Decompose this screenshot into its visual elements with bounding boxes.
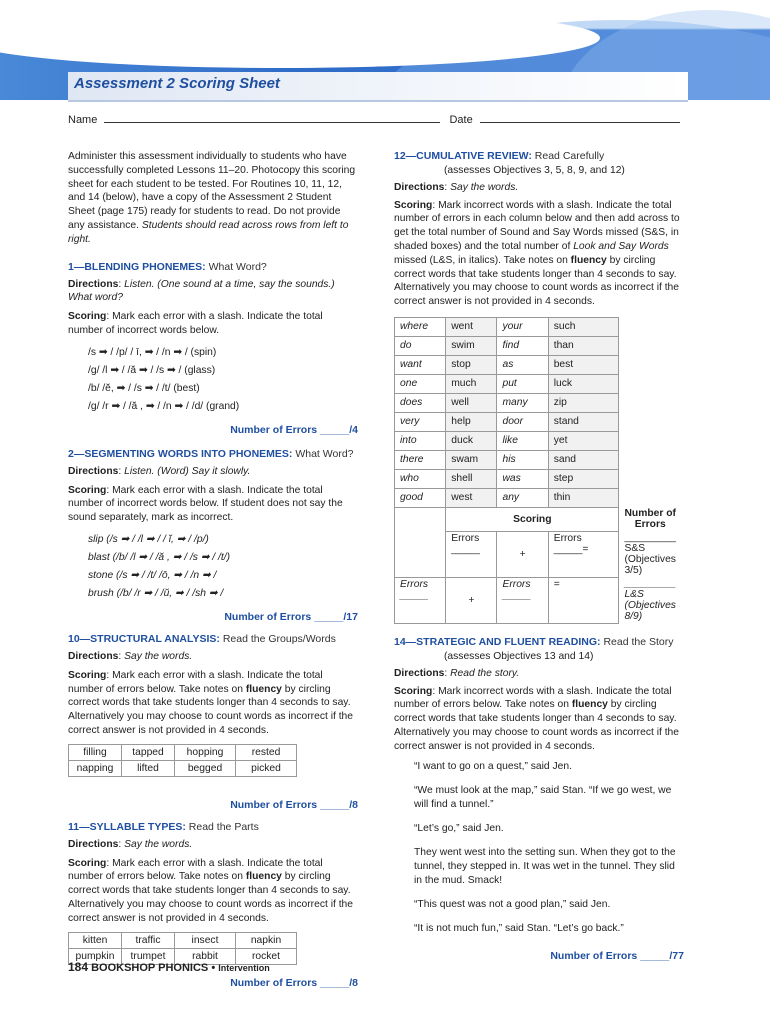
- section-1-scoring: Scoring: Mark each error with a slash. Indicate the total number of incorrect words below.: [68, 311, 323, 336]
- page-number: 184: [68, 960, 89, 974]
- word-cell: thin: [548, 488, 619, 507]
- ss-errors-cell-2[interactable]: Errors _____=: [548, 531, 619, 577]
- word-cell: was: [497, 469, 548, 488]
- left-column: [68, 150, 358, 989]
- section-14-errors: Number of Errors _____/77: [550, 949, 684, 962]
- table-row: [395, 577, 682, 623]
- list-item: /g/ /r ➡ / /ă , ➡ / /n ➡ / /d/ (grand): [88, 400, 240, 412]
- story-paragraph: “It is not much fun,” said Stan. “Let’s go back.”: [414, 922, 624, 934]
- word-cell: such: [548, 317, 619, 336]
- story-text: [394, 760, 684, 936]
- intro-text: Administer this assessment individually to students who have successfully completed Lessons 11–20. Photocopy this scoring sheet for each student to be tested. For Routines 10, 11, 12, and 14 (below), have a copy of the Assessment 2 Student Sheet (page 175) ready for students to read. Do not provide any assistance. Students should read across rows from left to right.: [68, 151, 356, 245]
- story-paragraph: They went west into the setting sun. When they got to the tunnel, they stepped in. It was wet in the tunnel. They slid in the mud. Smack!: [414, 846, 676, 886]
- word-cell: best: [548, 355, 619, 374]
- word-cell: shell: [446, 469, 497, 488]
- section-10-errors: Number of Errors _____/8: [230, 798, 358, 811]
- word-cell: insect: [175, 932, 236, 948]
- word-cell: his: [497, 450, 548, 469]
- word-cell: than: [548, 336, 619, 355]
- section-2-title: 2—SEGMENTING WORDS INTO PHONEMES: What Word?: [68, 447, 354, 460]
- word-cell: want: [395, 355, 446, 374]
- word-cell: traffic: [122, 932, 175, 948]
- right-column: [394, 150, 684, 962]
- section-2-directions: Directions: Listen. (Word) Say it slowly.: [68, 465, 251, 477]
- word-cell: as: [497, 355, 548, 374]
- word-cell: find: [497, 336, 548, 355]
- word-cell: sand: [548, 450, 619, 469]
- list-item: slip (/s ➡ / /l ➡ / / ĭ, ➡ / /p/): [88, 533, 209, 545]
- word-cell: napkin: [236, 932, 297, 948]
- name-label: Name: [68, 114, 98, 126]
- story-paragraph: “I want to go on a quest,” said Jen.: [414, 760, 572, 772]
- word-cell: like: [497, 431, 548, 450]
- ss-errors-cell[interactable]: Errors _____: [446, 531, 497, 577]
- word-cell: stop: [446, 355, 497, 374]
- ls-total[interactable]: _________ L&S (Objectives 8/9): [624, 578, 676, 623]
- story-paragraph: “This quest was not a good plan,” said Jen.: [414, 898, 611, 910]
- section-12-title: 12—CUMULATIVE REVIEW: Read Carefully: [394, 150, 605, 162]
- word-cell: tapped: [122, 744, 175, 760]
- story-paragraph: “We must look at the map,” said Stan. “If we go west, we will find a tunnel.”: [414, 784, 672, 810]
- section-12-word-table: [394, 317, 682, 624]
- word-cell: help: [446, 412, 497, 431]
- section-11-title: 11—SYLLABLE TYPES: Read the Parts: [68, 820, 259, 833]
- list-item: /g/ /l ➡ / /ă ➡ / /s ➡ / (glass): [88, 364, 216, 376]
- list-item: brush (/b/ /r ➡ / /ŭ, ➡ / /sh ➡ /: [88, 587, 224, 599]
- table-row: [395, 531, 682, 577]
- list-item: /b/ /ĕ, ➡ / /s ➡ / /t/ (best): [88, 382, 200, 394]
- word-cell: hopping: [175, 744, 236, 760]
- word-cell: very: [395, 412, 446, 431]
- word-cell: kitten: [69, 932, 122, 948]
- story-paragraph: “Let’s go,” said Jen.: [414, 822, 504, 834]
- word-cell: west: [446, 488, 497, 507]
- word-cell: rested: [236, 744, 297, 760]
- word-cell: one: [395, 374, 446, 393]
- list-item: /s ➡ / /p/ / ī, ➡ / /n ➡ / (spin): [88, 346, 217, 358]
- section-10-title: 10—STRUCTURAL ANALYSIS: Read the Groups/Words: [68, 632, 336, 645]
- word-cell: napping: [69, 760, 122, 776]
- word-cell: swam: [446, 450, 497, 469]
- word-cell: begged: [175, 760, 236, 776]
- section-11-scoring: Scoring: Mark each error with a slash. Indicate the total number of errors below. Take notes on fluency by circling correct words that take students longer than 4 seconds to say. Alternatively you may choose to count words as incorrect if the correct answer is not provided in 4 seconds.: [68, 857, 354, 924]
- word-cell: stand: [548, 412, 619, 431]
- word-cell: well: [446, 393, 497, 412]
- ls-errors-cell[interactable]: Errors _____: [395, 577, 446, 623]
- table-row: [395, 412, 682, 431]
- word-cell: went: [446, 317, 497, 336]
- word-cell: many: [497, 393, 548, 412]
- word-cell: trumpet: [122, 948, 175, 964]
- page-title: Assessment 2 Scoring Sheet: [74, 75, 280, 92]
- word-cell: any: [497, 488, 548, 507]
- word-cell: there: [395, 450, 446, 469]
- word-cell: do: [395, 336, 446, 355]
- ls-errors-cell-2[interactable]: Errors _____: [497, 577, 548, 623]
- word-cell: picked: [236, 760, 297, 776]
- book-section: Intervention: [218, 963, 270, 973]
- table-row: [395, 317, 682, 336]
- word-cell: duck: [446, 431, 497, 450]
- equals-sign: =: [548, 577, 619, 623]
- word-cell: luck: [548, 374, 619, 393]
- section-1-title: 1—BLENDING PHONEMES: What Word?: [68, 260, 267, 273]
- section-11-directions: Directions: Say the words.: [68, 838, 193, 850]
- scoring-head: Scoring: [446, 507, 619, 531]
- word-cell: your: [497, 317, 548, 336]
- word-cell: who: [395, 469, 446, 488]
- table-row: [395, 393, 682, 412]
- table-row: [395, 488, 682, 507]
- word-cell: step: [548, 469, 619, 488]
- title-bar: [68, 72, 688, 102]
- section-2-errors: Number of Errors _____/17: [224, 610, 358, 623]
- table-row: [395, 336, 682, 355]
- table-row: [395, 469, 682, 488]
- section-1-errors: Number of Errors _____/4: [230, 423, 358, 436]
- date-field[interactable]: [480, 112, 680, 123]
- word-cell: good: [395, 488, 446, 507]
- word-cell: filling: [69, 744, 122, 760]
- word-cell: where: [395, 317, 446, 336]
- ss-total[interactable]: _________ S&S (Objectives 3/5): [624, 532, 676, 577]
- word-cell: lifted: [122, 760, 175, 776]
- table-row: [69, 932, 297, 948]
- word-cell: rocket: [236, 948, 297, 964]
- table-row: [69, 760, 297, 776]
- table-row: [395, 450, 682, 469]
- word-cell: much: [446, 374, 497, 393]
- section-1-directions: Directions: Listen. (One sound at a time, say the sounds.) What word?: [68, 278, 335, 304]
- word-cell: does: [395, 393, 446, 412]
- table-row: [69, 744, 297, 760]
- section-10-scoring: Scoring: Mark each error with a slash. Indicate the total number of errors below. Take notes on fluency by circling correct words that take students longer than 4 seconds to say. Alternatively you may choose to count words as incorrect if the correct answer is not provided in 4 seconds.: [68, 669, 354, 736]
- table-row: [395, 431, 682, 450]
- section-10-directions: Directions: Say the words.: [68, 650, 193, 662]
- word-cell: pumpkin: [69, 948, 122, 964]
- errors-head: Number of Errors: [624, 508, 676, 531]
- name-field[interactable]: [104, 112, 440, 123]
- table-row: [395, 374, 682, 393]
- word-cell: yet: [548, 431, 619, 450]
- table-row: [395, 507, 682, 531]
- section-2-scoring: Scoring: Mark each error with a slash. Indicate the total number of incorrect words below. If student does not say the sound separately, mark as incorrect.: [68, 484, 343, 524]
- section-12-objectives: (assesses Objectives 3, 5, 8, 9, and 12): [444, 165, 625, 176]
- table-row: [395, 355, 682, 374]
- list-item: blast (/b/ /l ➡ / /ă , ➡ / /s ➡ / /t/): [88, 551, 231, 563]
- page-footer: [68, 960, 270, 974]
- plus-sign: +: [497, 531, 548, 577]
- section-14-title: 14—STRATEGIC AND FLUENT READING: Read the Story: [394, 635, 674, 648]
- section-14-objectives: (assesses Objectives 13 and 14): [444, 650, 594, 662]
- plus-sign: +: [446, 577, 497, 623]
- section-14-directions: Directions: Read the story.: [394, 667, 520, 679]
- name-date-row: [68, 112, 688, 126]
- section-14-scoring: Scoring: Mark incorrect words with a slash. Indicate the total number of errors below. Take notes on fluency by circling correct words that take students longer than 4 seconds to say. Alternatively you may choose to count words as incorrect if the correct answer is not provided in 4 seconds.: [394, 685, 680, 752]
- section-11-errors: Number of Errors _____/8: [230, 976, 358, 989]
- word-cell: swim: [446, 336, 497, 355]
- section-10-word-table: [68, 744, 297, 777]
- section-12-scoring: Scoring: Mark incorrect words with a slash. Indicate the total number of errors in each column below and then add across to get the total number of Sound and Say Words missed (S&S, in shaded boxes) and the total number of Look and Say Words missed (L&S, in italics). Take notes on fluency by circling correct words that take students longer than 4 seconds to say. Alternatively you may choose to count words as incorrect if the correct answer is not provided in 4 seconds.: [394, 199, 680, 308]
- list-item: stone (/s ➡ / /t/ /ō, ➡ / /n ➡ /: [88, 569, 217, 581]
- word-cell: door: [497, 412, 548, 431]
- word-cell: rabbit: [175, 948, 236, 964]
- date-label: Date: [449, 114, 473, 126]
- word-cell: put: [497, 374, 548, 393]
- book-title: BOOKSHOP PHONICS: [91, 962, 209, 974]
- section-12-directions: Directions: Say the words.: [394, 181, 519, 193]
- word-cell: zip: [548, 393, 619, 412]
- word-cell: into: [395, 431, 446, 450]
- bullet: •: [211, 962, 216, 974]
